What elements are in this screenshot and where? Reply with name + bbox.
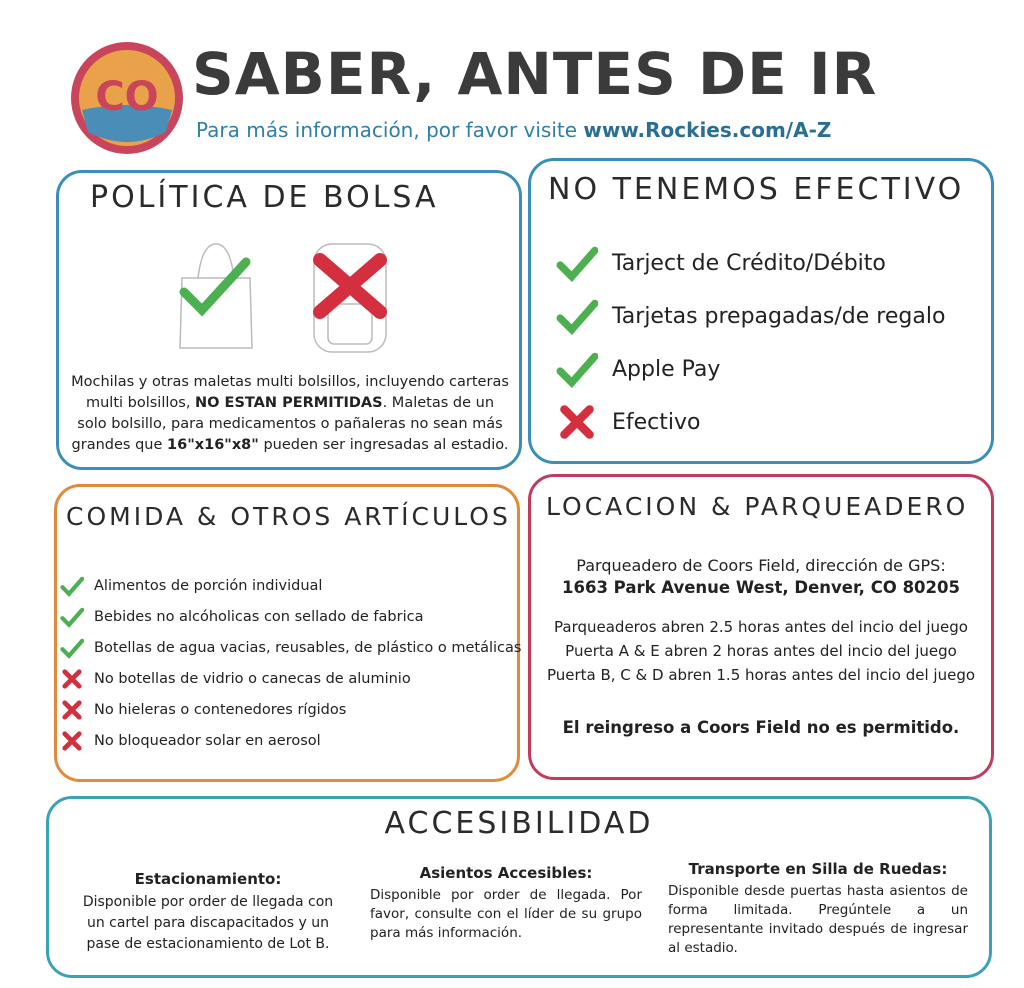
rockies-link[interactable]: www.Rockies.com/A-Z (583, 118, 832, 142)
gps-label: Parqueadero de Coors Field, dirección de GPS: (576, 556, 946, 575)
backpack-icon (300, 236, 400, 360)
location-title: LOCACION & PARQUEADERO (546, 492, 969, 521)
food-item-label: No hieleras o contenedores rígidos (94, 702, 347, 718)
logo (66, 40, 188, 156)
check-icon (556, 242, 598, 284)
parking-hours: Parqueaderos abren 2.5 horas antes del incio del juego (554, 618, 968, 636)
payment-item-label: Tarjetas prepagadas/de regalo (612, 303, 946, 329)
payment-item (556, 295, 945, 337)
acc-parking (74, 870, 342, 955)
food-item (60, 605, 423, 629)
subtitle-prefix: Para más información, por favor visite (196, 118, 584, 142)
payment-item (556, 348, 720, 390)
acc-parking-text: Disponible por order de llegada con un cartel para discapacitados y un pase de estacionamiento de Lot B. (82, 894, 334, 952)
food-item-label: Alimentos de porción individual (94, 578, 323, 594)
page-subtitle (196, 118, 831, 142)
acc-wheelchair-heading: Transporte en Silla de Ruedas: (688, 860, 948, 878)
reentry-note: El reingreso a Coors Field no es permitido. (562, 718, 960, 737)
cross-icon (60, 729, 84, 753)
food-item-label: Bebides no alcóholicas con sellado de fabrica (94, 609, 424, 625)
acc-wheelchair (668, 860, 968, 958)
cashless-title: NO TENEMOS EFECTIVO (548, 172, 965, 207)
acc-parking-heading: Estacionamiento: (134, 870, 282, 888)
check-icon (556, 295, 598, 337)
acc-seats-heading: Asientos Accesibles: (419, 864, 593, 882)
food-item (60, 574, 322, 598)
cross-icon (60, 667, 84, 691)
check-icon (60, 605, 84, 629)
check-icon (60, 636, 84, 660)
logo-text: CO (95, 74, 159, 120)
accessibility-title: ACCESIBILIDAD (384, 806, 654, 841)
acc-wheelchair-text: Disponible desde puertas hasta asientos de forma limitada. Pregúntele a un representante invitado después de ingresar al estadio. (668, 883, 968, 956)
payment-item-label: Efectivo (612, 409, 701, 435)
gate-bcd-hours: Puerta B, C & D abren 1.5 horas antes del incio del juego (546, 666, 976, 684)
cross-icon (556, 401, 598, 443)
food-item (60, 729, 321, 753)
food-title: COMIDA & OTROS ARTÍCULOS (66, 502, 511, 531)
acc-seats (370, 864, 642, 943)
check-icon (60, 574, 84, 598)
food-item (60, 698, 346, 722)
food-item (60, 667, 411, 691)
bag-policy-text: Mochilas y otras maletas multi bolsillos, incluyendo carteras multi bolsillos, NO ESTAN PERMITIDAS. Maletas de un solo bolsillo, para medicamentos o pañaleras no sean más grandes que 16"x16"x8" pueden ser ingresadas al estadio. (71, 374, 509, 453)
bag-policy-title: POLÍTICA DE BOLSA (90, 180, 439, 215)
food-item (60, 636, 521, 660)
payment-item-label: Tarject de Crédito/Débito (612, 250, 886, 276)
food-item-label: No botellas de vidrio o canecas de aluminio (94, 671, 411, 687)
payment-item (556, 242, 886, 284)
gate-ae-hours: Puerta A & E abren 2 horas antes del incio del juego (565, 642, 957, 660)
tote-bag-icon (172, 240, 262, 356)
payment-item (556, 401, 701, 443)
payment-item-label: Apple Pay (612, 356, 721, 382)
food-item-label: Botellas de agua vacias, reusables, de plástico o metálicas (94, 640, 522, 656)
food-item-label: No bloqueador solar en aerosol (94, 733, 321, 749)
address: 1663 Park Avenue West, Denver, CO 80205 (562, 578, 960, 597)
check-icon (556, 348, 598, 390)
cross-icon (60, 698, 84, 722)
page-title: SABER, ANTES DE IR (192, 40, 878, 108)
acc-seats-text: Disponible por order de llegada. Por favor, consulte con el líder de su grupo para más información. (370, 887, 642, 941)
